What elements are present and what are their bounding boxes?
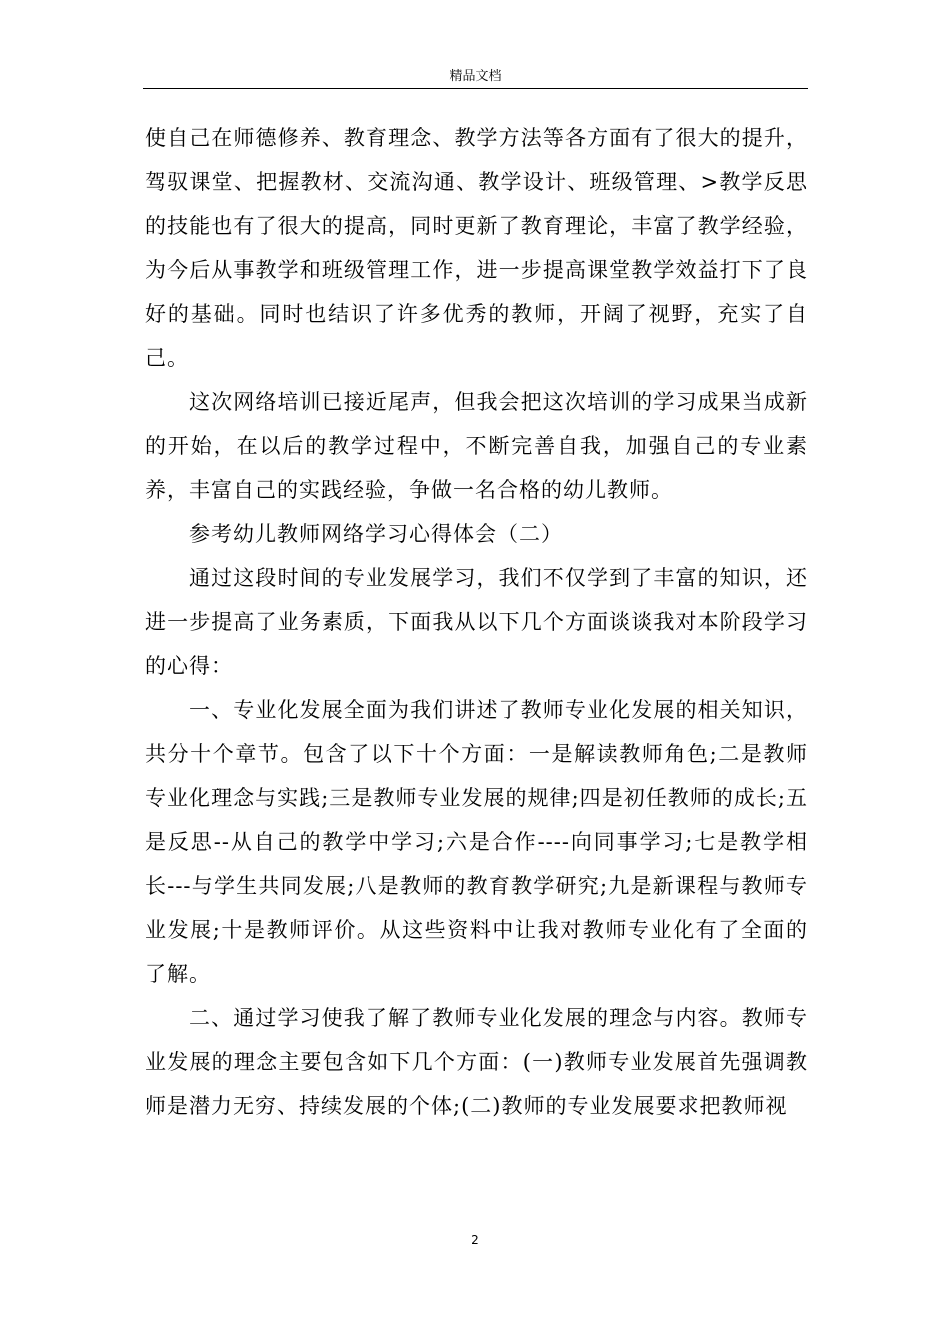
header-divider bbox=[143, 88, 808, 89]
page-number: 2 bbox=[471, 1233, 479, 1247]
paragraph: 二、通过学习使我了解了教师专业化发展的理念与内容。教师专业发展的理念主要包含如下几个方面：(一)教师专业发展首先强调教师是潜力无穷、持续发展的个体;(二)教师的专业发展要求把教师视 bbox=[145, 1006, 808, 1118]
section-title: 参考幼儿教师网络学习心得体会（二） bbox=[189, 522, 563, 546]
paragraph-continued: 使自己在师德修养、教育理念、教学方法等各方面有了很大的提升，驾驭课堂、把握教材、交流沟通、教学设计、班级管理、>教学反思的技能也有了很大的提高，同时更新了教育理论，丰富了教学经验，为今后从事教学和班级管理工作，进一步提高课堂教学效益打下了良好的基础。同时也结识了许多优秀的教师，开阔了视野，充实了自己。 bbox=[145, 126, 808, 370]
paragraph: 这次网络培训已接近尾声，但我会把这次培训的学习成果当成新的开始，在以后的教学过程中，不断完善自我，加强自己的专业素养，丰富自己的实践经验，争做一名合格的幼儿教师。 bbox=[145, 390, 808, 502]
paragraph: 通过这段时间的专业发展学习，我们不仅学到了丰富的知识，还进一步提高了业务素质，下面我从以下几个方面谈谈我对本阶段学习的心得： bbox=[145, 566, 808, 678]
page-header: 精品文档 bbox=[449, 69, 502, 84]
document-body bbox=[145, 116, 808, 1128]
paragraph: 一、专业化发展全面为我们讲述了教师专业化发展的相关知识，共分十个章节。包含了以下十个方面：一是解读教师角色;二是教师专业化理念与实践;三是教师专业发展的规律;四是初任教师的成长;五是反思--从自己的教学中学习;六是合作----向同事学习;七是教学相长---与学生共同发展;八是教师的教育教学研究;九是新课程与教师专业发展;十是教师评价。从这些资料中让我对教师专业化有了全面的了解。 bbox=[145, 698, 808, 986]
